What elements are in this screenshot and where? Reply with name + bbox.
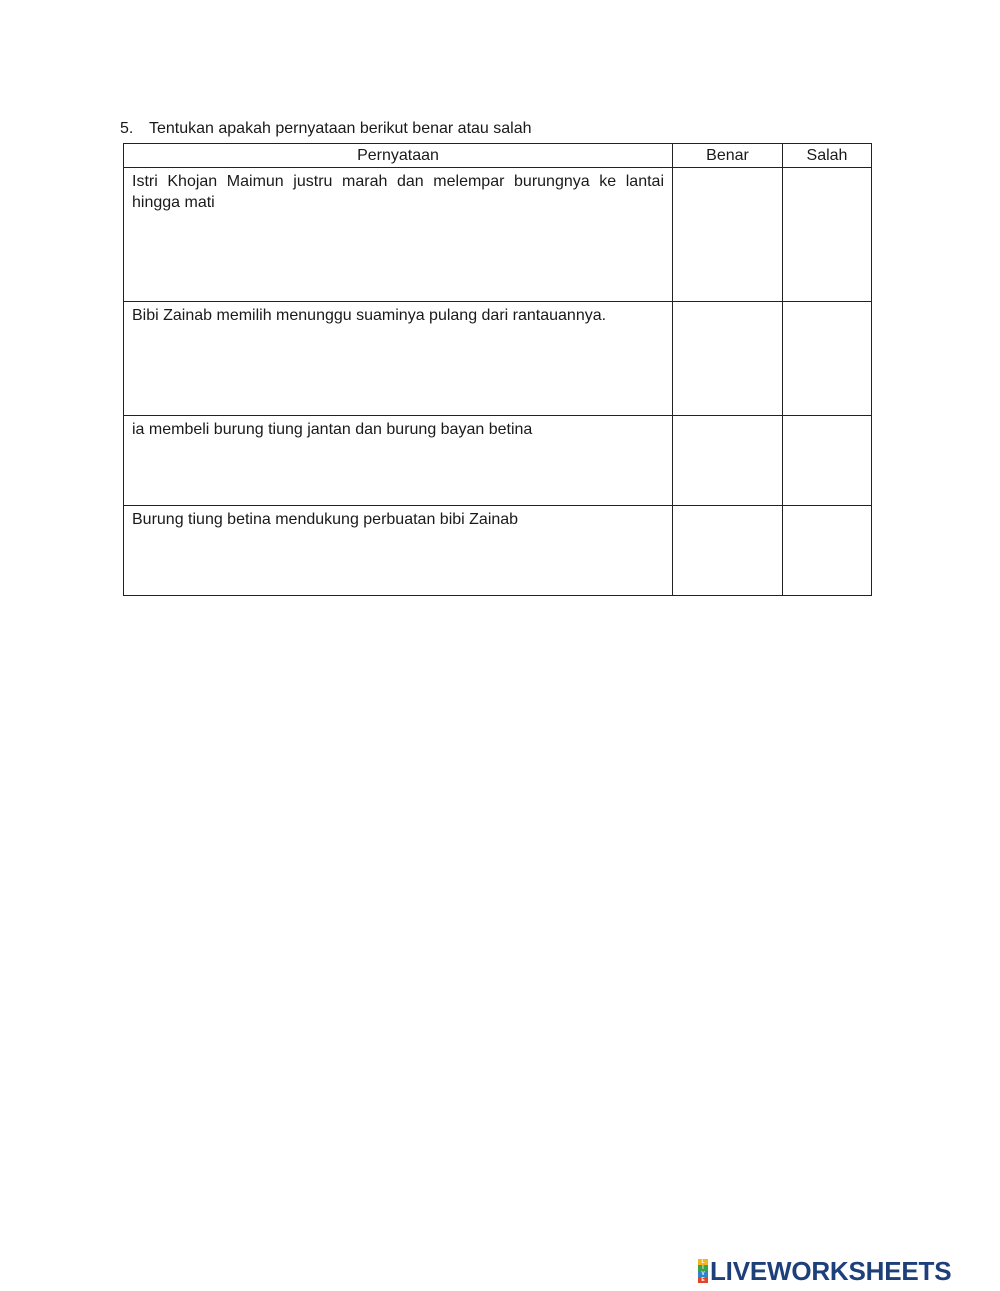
benar-answer-cell[interactable] (673, 168, 783, 302)
header-pernyataan: Pernyataan (124, 144, 673, 168)
salah-answer-cell[interactable] (783, 416, 872, 506)
table-header-row (124, 144, 872, 168)
statement-cell: Burung tiung betina mendukung perbuatan bibi Zainab (124, 506, 673, 596)
logo-letter: L (698, 1259, 708, 1265)
statement-cell: ia membeli burung tiung jantan dan burung bayan betina (124, 416, 673, 506)
salah-answer-cell[interactable] (783, 168, 872, 302)
logo-letter: V (698, 1271, 708, 1277)
header-salah: Salah (783, 144, 872, 168)
logo-letter: I (698, 1265, 708, 1271)
brand-text: LIVEWORKSHEETS (710, 1256, 952, 1286)
salah-answer-cell[interactable] (783, 302, 872, 416)
logo-letter: E (698, 1277, 708, 1283)
benar-answer-cell[interactable] (673, 506, 783, 596)
salah-answer-cell[interactable] (783, 506, 872, 596)
statement-cell: Istri Khojan Maimun justru marah dan melempar burungnya ke lantai hingga mati (124, 168, 673, 302)
table-row (124, 302, 872, 416)
question-number: 5. (120, 120, 134, 137)
benar-answer-cell[interactable] (673, 416, 783, 506)
liveworksheets-brand (698, 1258, 951, 1284)
table-row (124, 168, 872, 302)
question-text: Tentukan apakah pernyataan berikut benar atau salah (149, 120, 532, 137)
question-prompt (120, 119, 532, 139)
true-false-table (123, 143, 872, 596)
header-benar: Benar (673, 144, 783, 168)
table-row (124, 506, 872, 596)
liveworksheets-logo-icon (698, 1259, 708, 1283)
benar-answer-cell[interactable] (673, 302, 783, 416)
statement-cell: Bibi Zainab memilih menunggu suaminya pulang dari rantauannya. (124, 302, 673, 416)
table-row (124, 416, 872, 506)
